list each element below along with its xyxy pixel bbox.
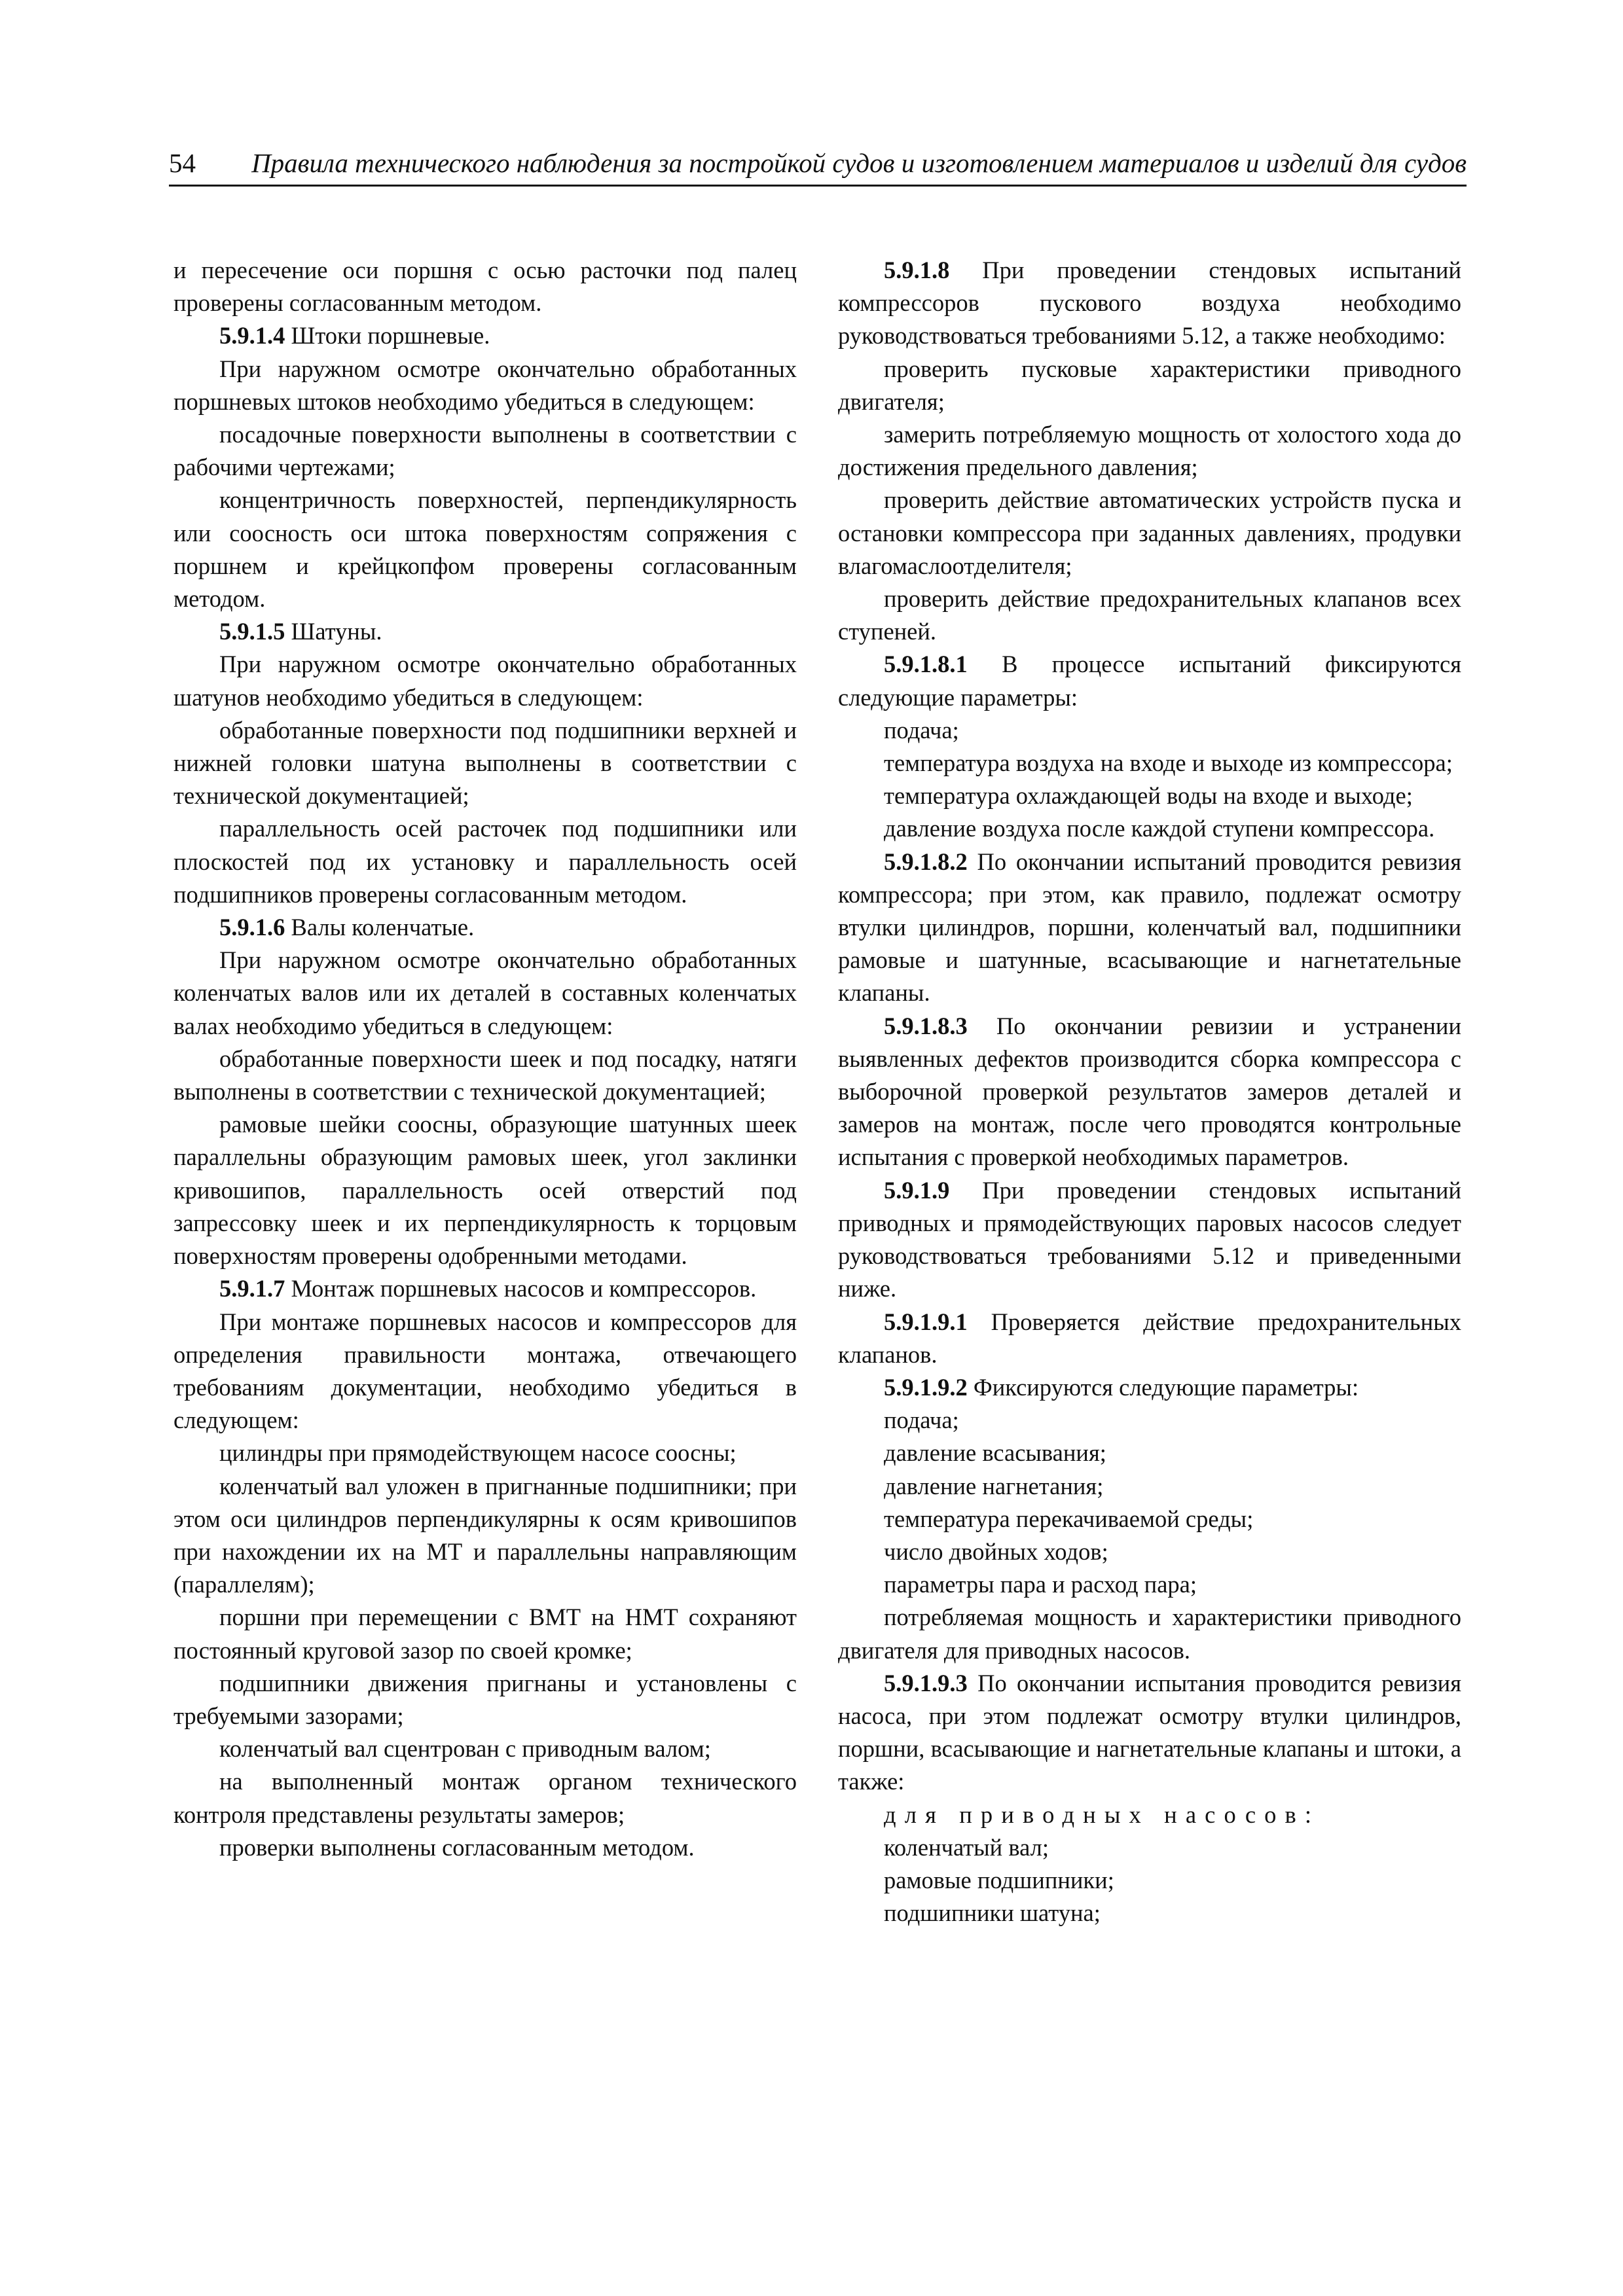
paragraph-text: потребляемая мощность и характеристики приводного двигателя для приводных насосов.: [838, 1604, 1461, 1664]
paragraph: [173, 484, 797, 615]
paragraph-text: давление нагнетания;: [884, 1472, 1104, 1499]
paragraph-text: поршни при перемещении с ВМТ на НМТ сохраняют постоянный круговой зазор по своей кромке;: [173, 1604, 797, 1664]
paragraph-text: и пересечение оси поршня с осью расточки под палец проверены согласованным методом.: [173, 257, 797, 317]
paragraph: [173, 1306, 797, 1437]
paragraph: [173, 944, 797, 1043]
paragraph: [173, 911, 797, 944]
paragraph-text: проверить пусковые характеристики приводного двигателя;: [838, 355, 1461, 415]
paragraph-text: подшипники шатуна;: [884, 1899, 1101, 1927]
paragraph: [838, 780, 1461, 812]
paragraph-text: По окончании испытаний проводится ревизия компрессора; при этом, как правило, подлежат осмотру втулки цилиндров, поршни, коленчатый вал, подшипники рамовые и шатунные, всасывающие и нагнетательные клапаны.: [838, 848, 1461, 1007]
paragraph-text: температура воздуха на входе и выходе из компрессора;: [884, 749, 1453, 777]
paragraph: [838, 747, 1461, 780]
running-title: Правила технического наблюдения за постройкой судов и изготовлением материалов и изделий для судов: [251, 148, 1467, 178]
paragraph: [173, 1732, 797, 1765]
paragraph-text: замерить потребляемую мощность от холостого хода до достижения предельного давления;: [838, 421, 1461, 481]
paragraph: [838, 254, 1461, 353]
paragraph: [838, 1535, 1461, 1568]
paragraph: [838, 484, 1461, 583]
page-header: [169, 144, 1467, 187]
paragraph: [838, 1174, 1461, 1306]
paragraph: [838, 648, 1461, 713]
paragraph-text: число двойных ходов;: [884, 1537, 1108, 1565]
paragraph-text: Штоки поршневые.: [285, 322, 490, 350]
paragraph: [173, 1437, 797, 1469]
paragraph: [173, 615, 797, 648]
paragraph-text: При проведении стендовых испытаний приводных и прямодействующих паровых насосов следует руководствоваться требованиями 5.12 и приведенными ниже.: [838, 1176, 1461, 1302]
paragraph-text: При наружном осмотре окончательно обработанных поршневых штоков необходимо убедиться в следующем:: [173, 355, 797, 415]
paragraph-text: посадочные поверхности выполнены в соответствии с рабочими чертежами;: [173, 421, 797, 481]
paragraph: [173, 1765, 797, 1831]
paragraph-text: Валы коленчатые.: [285, 914, 475, 941]
paragraph-text: давление воздуха после каждой ступени компрессора.: [884, 815, 1435, 842]
paragraph-text: подшипники движения пригнаны и установлены с требуемыми зазорами;: [173, 1669, 797, 1729]
section-number: 5.9.1.7: [219, 1275, 285, 1302]
paragraph: [838, 1864, 1461, 1897]
section-number: 5.9.1.8.2: [884, 848, 968, 875]
paragraph-text: для приводных насосов:: [884, 1801, 1321, 1828]
paragraph: [838, 1799, 1461, 1831]
left-column: [173, 254, 797, 1864]
paragraph: [838, 1010, 1461, 1174]
paragraph: [173, 353, 797, 418]
paragraph: [173, 1108, 797, 1272]
paragraph: [838, 1601, 1461, 1666]
paragraph: [173, 1043, 797, 1108]
paragraph: [173, 254, 797, 319]
paragraph-text: давление всасывания;: [884, 1439, 1106, 1467]
paragraph-text: подача;: [884, 716, 959, 744]
paragraph-text: При проведении стендовых испытаний компрессоров пускового воздуха необходимо руководствоваться требованиями 5.12, а также необходимо:: [838, 257, 1461, 350]
paragraph: [173, 319, 797, 352]
paragraph: [838, 353, 1461, 418]
paragraph-text: на выполненный монтаж органом технического контроля представлены результаты замеров;: [173, 1768, 797, 1828]
section-number: 5.9.1.9.1: [884, 1308, 968, 1335]
paragraph-text: параметры пара и расход пара;: [884, 1571, 1197, 1598]
paragraph: [838, 1831, 1461, 1864]
paragraph: [838, 1306, 1461, 1371]
paragraph: [838, 418, 1461, 484]
paragraph: [838, 1404, 1461, 1437]
section-number: 5.9.1.9.3: [884, 1669, 968, 1696]
paragraph: [173, 1272, 797, 1305]
paragraph: [173, 812, 797, 911]
paragraph: [173, 1667, 797, 1732]
paragraph: [173, 1831, 797, 1864]
paragraph-text: температура охлаждающей воды на входе и выходе;: [884, 782, 1413, 810]
paragraph: [838, 1667, 1461, 1799]
paragraph-text: При наружном осмотре окончательно обработанных коленчатых валов или их деталей в составных коленчатых валах необходимо убедиться в следующем:: [173, 946, 797, 1039]
paragraph-text: проверить действие автоматических устройств пуска и остановки компрессора при заданных давлениях, продувки влагомаслоотделителя;: [838, 486, 1461, 579]
paragraph-text: обработанные поверхности под подшипники верхней и нижней головки шатуна выполнены в соответствии с технической документацией;: [173, 716, 797, 810]
section-number: 5.9.1.8: [884, 257, 950, 283]
paragraph: [838, 1437, 1461, 1469]
paragraph-text: При монтаже поршневых насосов и компрессоров для определения правильности монтажа, отвечающего требованиям документации, необходимо убедиться в следующем:: [173, 1308, 797, 1434]
paragraph-text: В процессе испытаний фиксируются следующие параметры:: [838, 651, 1461, 711]
paragraph: [838, 1568, 1461, 1601]
paragraph-text: Монтаж поршневых насосов и компрессоров.: [285, 1275, 757, 1302]
paragraph-text: проверить действие предохранительных клапанов всех ступеней.: [838, 585, 1461, 645]
paragraph: [173, 714, 797, 813]
section-number: 5.9.1.9.2: [884, 1373, 968, 1401]
paragraph: [838, 812, 1461, 845]
paragraph-text: Фиксируются следующие параметры:: [967, 1373, 1359, 1401]
paragraph: [173, 418, 797, 484]
paragraph: [838, 714, 1461, 747]
paragraph-text: цилиндры при прямодействующем насосе соосны;: [219, 1439, 737, 1467]
paragraph: [838, 846, 1461, 1010]
paragraph: [838, 1897, 1461, 1929]
paragraph: [838, 1503, 1461, 1535]
paragraph-text: концентричность поверхностей, перпендикулярность или соосность оси штока поверхностям сопряжения с поршнем и крейцкопфом проверены согласованным методом.: [173, 486, 797, 613]
section-number: 5.9.1.4: [219, 322, 285, 350]
page-number: 54: [169, 148, 196, 178]
paragraph-text: По окончании испытания проводится ревизия насоса, при этом подлежат осмотру втулки цилиндров, поршни, всасывающие и нагнетательные клапаны и штоки, а также:: [838, 1669, 1461, 1795]
paragraph-text: коленчатый вал;: [884, 1833, 1049, 1861]
paragraph-text: обработанные поверхности шеек и под посадку, натяги выполнены в соответствии с технической документацией;: [173, 1045, 797, 1105]
paragraph-text: проверки выполнены согласованным методом.: [219, 1833, 695, 1861]
paragraph: [173, 1601, 797, 1666]
paragraph: [838, 1470, 1461, 1503]
paragraph-text: рамовые подшипники;: [884, 1866, 1114, 1893]
paragraph: [173, 1470, 797, 1602]
section-number: 5.9.1.9: [884, 1176, 950, 1204]
paragraph-text: рамовые шейки соосны, образующие шатунных шеек параллельны образующим рамовых шеек, угол заклинки кривошипов, параллельность осей отверстий под запрессовку шеек и их перпендикулярность к торцовым поверхностям проверены одобренными методами.: [173, 1111, 797, 1270]
paragraph-text: коленчатый вал уложен в пригнанные подшипники; при этом оси цилиндров перпендикулярны к осям кривошипов при нахождении их на МТ и параллельны направляющим (параллелям);: [173, 1472, 797, 1598]
paragraph-text: коленчатый вал сцентрован с приводным валом;: [219, 1735, 711, 1763]
paragraph: [838, 583, 1461, 648]
paragraph-text: При наружном осмотре окончательно обработанных шатунов необходимо убедиться в следующем:: [173, 651, 797, 711]
paragraph: [173, 648, 797, 713]
paragraph-text: Проверяется действие предохранительных клапанов.: [838, 1308, 1461, 1368]
paragraph-text: подача;: [884, 1407, 959, 1434]
section-number: 5.9.1.8.3: [884, 1012, 968, 1039]
paragraph-text: По окончании ревизии и устранении выявленных дефектов производится сборка компрессора с выборочной проверкой результатов замеров деталей и замеров на монтаж, после чего проводятся контрольные испытания с проверкой необходимых параметров.: [838, 1012, 1461, 1171]
right-column: [838, 254, 1461, 1929]
section-number: 5.9.1.5: [219, 618, 285, 645]
paragraph-text: температура перекачиваемой среды;: [884, 1505, 1254, 1532]
section-number: 5.9.1.8.1: [884, 651, 968, 678]
paragraph: [838, 1371, 1461, 1404]
paragraph-text: Шатуны.: [285, 618, 382, 645]
section-number: 5.9.1.6: [219, 914, 285, 941]
paragraph-text: параллельность осей расточек под подшипники или плоскостей под их установку и параллельность осей подшипников проверены согласованным методом.: [173, 815, 797, 908]
